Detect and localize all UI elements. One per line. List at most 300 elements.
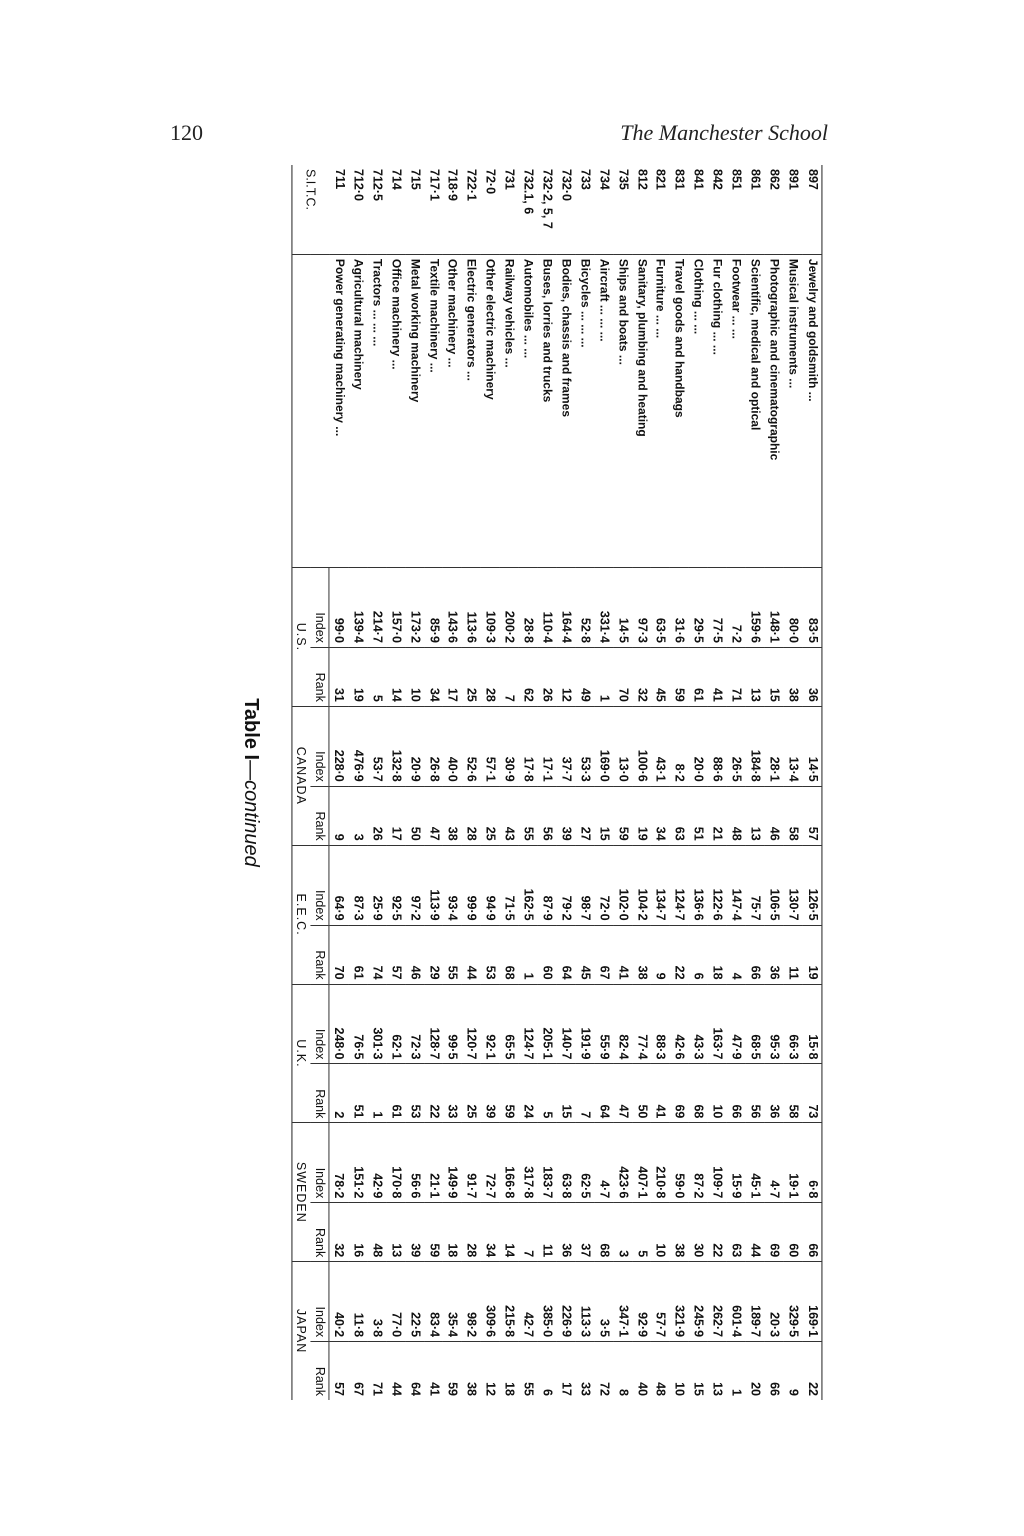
cell-description [689,254,708,567]
cell-index-uk: 42·6 [670,984,689,1064]
cell-rank-uk: 33 [443,1064,462,1123]
cell-rank-eec: 19 [802,925,821,984]
cell-index-japan: 113·3 [575,1262,594,1342]
header-group-uk: U.K. [292,984,311,1123]
cell-index-uk: 55·9 [594,984,613,1064]
cell-index-uk: 82·4 [613,984,632,1064]
description-text: Furniture ... ... [653,258,668,339]
cell-rank-sweden: 68 [594,1203,613,1262]
cell-index-eec: 75·7 [745,845,764,925]
cell-sitc: 732·0 [559,169,574,201]
cell-index-canada: 52·6 [462,706,481,786]
cell-index-japan: 215·8 [500,1262,519,1342]
cell-index-sweden: 149·9 [443,1123,462,1203]
cell-index-us: 173·2 [405,568,424,648]
cell-rank-uk: 1 [367,1064,386,1123]
cell-index-us: 29·5 [689,568,708,648]
cell-index-japan: 262·7 [708,1262,727,1342]
cell-index-us: 109·3 [481,568,500,648]
cell-index-sweden: 407·1 [632,1123,651,1203]
cell-description [670,254,689,567]
cell-rank-eec: 55 [443,925,462,984]
description-text: Power generating machinery ... [332,258,347,437]
cell-rank-canada: 25 [481,786,500,845]
cell-rank-canada: 58 [783,786,802,845]
cell-rank-canada: 27 [575,786,594,845]
cell-rank-eec: 9 [651,925,670,984]
cell-rank-japan: 41 [424,1342,443,1400]
cell-index-uk: 43·3 [689,984,708,1064]
cell-rank-japan: 10 [670,1342,689,1400]
cell-rank-eec: 41 [613,925,632,984]
cell-rank-eec: 38 [632,925,651,984]
cell-index-canada: 17·8 [519,706,538,786]
description-text: Sanitary, plumbing and heating [634,258,649,437]
cell-index-canada: 37·7 [556,706,575,786]
page-number: 120 [170,120,203,145]
cell-index-uk: 140·7 [556,984,575,1064]
cell-rank-eec: 18 [708,925,727,984]
cell-rank-us: 1 [594,647,613,706]
cell-rank-canada: 19 [632,786,651,845]
cell-index-sweden: 6·8 [802,1123,821,1203]
cell-rank-us: 10 [405,647,424,706]
cell-index-canada: 30·9 [500,706,519,786]
cell-index-sweden: 166·8 [500,1123,519,1203]
cell-index-canada: 26·5 [726,706,745,786]
cell-index-eec: 72·0 [594,845,613,925]
cell-rank-uk: 36 [764,1064,783,1123]
cell-index-us: 28·8 [519,568,538,648]
cell-rank-uk: 69 [670,1064,689,1123]
cell-index-eec: 87·3 [348,845,367,925]
table-row [689,165,708,1400]
cell-rank-japan: 12 [481,1342,500,1400]
cell-index-canada: 43·1 [651,706,670,786]
cell-index-sweden: 151·2 [348,1123,367,1203]
cell-index-japan: 347·1 [613,1262,632,1342]
cell-rank-japan: 9 [783,1342,802,1400]
table-row [745,165,764,1400]
cell-index-japan: 92·9 [632,1262,651,1342]
cell-sitc: 72·0 [483,169,498,195]
cell-index-eec: 130·7 [783,845,802,925]
cell-index-japan: 226·9 [556,1262,575,1342]
cell-rank-us: 28 [481,647,500,706]
cell-index-uk: 191·9 [575,984,594,1064]
cell-rank-canada: 38 [443,786,462,845]
cell-sitc: 732·2, 5, 7 [540,169,555,229]
cell-rank-us: 31 [329,647,348,706]
cell-index-canada: 57·1 [481,706,500,786]
cell-index-us: 80·0 [783,568,802,648]
cell-index-canada: 26·8 [424,706,443,786]
cell-rank-us: 71 [726,647,745,706]
rotated-table [232,165,822,1400]
cell-index-uk: 95·3 [764,984,783,1064]
cell-index-sweden: 56·6 [405,1123,424,1203]
table-row [764,165,783,1400]
cell-index-canada: 88·6 [708,706,727,786]
cell-sitc: 714 [389,169,404,190]
cell-index-japan: 40·2 [329,1262,348,1342]
cell-description [632,254,651,567]
cell-description [424,254,443,567]
cell-index-us: 14·5 [613,568,632,648]
table-row [802,165,821,1400]
cell-rank-us: 14 [386,647,405,706]
cell-rank-sweden: 60 [783,1203,802,1262]
cell-rank-eec: 74 [367,925,386,984]
cell-rank-eec: 57 [386,925,405,984]
cell-rank-sweden: 39 [405,1203,424,1262]
header-group-sweden: SWEDEN [292,1123,311,1262]
cell-index-uk: 66·3 [783,984,802,1064]
header-group-japan: JAPAN [292,1262,311,1400]
cell-rank-japan: 18 [500,1342,519,1400]
cell-index-eec: 98·7 [575,845,594,925]
cell-index-sweden: 15·9 [726,1123,745,1203]
table-row [367,165,386,1400]
cell-index-japan: 3·8 [367,1262,386,1342]
cell-sitc: 841 [691,169,706,190]
cell-rank-uk: 5 [537,1064,556,1123]
cell-rank-sweden: 13 [386,1203,405,1262]
cell-rank-uk: 66 [726,1064,745,1123]
cell-index-uk: 99·5 [443,984,462,1064]
cell-rank-canada: 34 [651,786,670,845]
cell-rank-eec: 68 [500,925,519,984]
cell-index-sweden: 170·8 [386,1123,405,1203]
cell-index-eec: 122·6 [708,845,727,925]
cell-sitc: 734 [597,169,612,190]
cell-index-eec: 113·9 [424,845,443,925]
cell-rank-uk: 7 [575,1064,594,1123]
cell-index-us: 200·2 [500,568,519,648]
cell-sitc: 712·0 [351,169,366,201]
cell-index-sweden: 87·2 [689,1123,708,1203]
cell-description [745,254,764,567]
cell-index-canada: 28·1 [764,706,783,786]
cell-index-eec: 94·9 [481,845,500,925]
subheader-rank-japan: Rank [310,1342,329,1400]
cell-index-japan: 57·7 [651,1262,670,1342]
cell-rank-sweden: 36 [556,1203,575,1262]
description-text: Bodies, chassis and frames [559,258,574,417]
cell-index-eec: 134·7 [651,845,670,925]
cell-rank-canada: 51 [689,786,708,845]
cell-index-sweden: 62·5 [575,1123,594,1203]
cell-description [537,254,556,567]
description-text: Photographic and cinematographic [767,258,782,461]
cell-rank-japan: 44 [386,1342,405,1400]
cell-rank-sweden: 59 [424,1203,443,1262]
table-row [670,165,689,1400]
cell-index-eec: 99·9 [462,845,481,925]
table-row [500,165,519,1400]
cell-rank-japan: 67 [348,1342,367,1400]
cell-rank-canada: 55 [519,786,538,845]
cell-index-uk: 47·9 [726,984,745,1064]
description-text: Jewelry and goldsmith ... [805,258,820,402]
cell-sitc: 831 [672,169,687,190]
cell-index-uk: 120·7 [462,984,481,1064]
cell-description [329,254,348,567]
cell-index-japan: 42·7 [519,1262,538,1342]
cell-rank-sweden: 28 [462,1203,481,1262]
cell-rank-canada: 46 [764,786,783,845]
cell-index-canada: 53·7 [367,706,386,786]
cell-rank-sweden: 5 [632,1203,651,1262]
cell-index-sweden: 59·0 [670,1123,689,1203]
cell-description [481,254,500,567]
cell-rank-sweden: 32 [329,1203,348,1262]
cell-index-us: 139·4 [348,568,367,648]
running-title: The Manchester School [620,120,828,145]
description-text: Other electric machinery [483,258,498,400]
cell-sitc: 711 [332,169,347,190]
description-text: Office machinery ... [389,258,404,370]
cell-index-japan: 35·4 [443,1262,462,1342]
description-text: Musical instruments ... [786,258,801,389]
description-text: Travel goods and handbags [672,258,687,418]
description-text: Railway vehicles ... [502,258,517,368]
cell-index-eec: 102·0 [613,845,632,925]
cell-index-uk: 163·7 [708,984,727,1064]
cell-index-canada: 169·0 [594,706,613,786]
cell-sitc: 712·5 [370,169,385,201]
data-table [291,165,822,1400]
cell-index-us: 52·8 [575,568,594,648]
table-caption-suffix: —continued [240,760,262,867]
cell-rank-us: 36 [802,647,821,706]
cell-index-japan: 83·4 [424,1262,443,1342]
cell-rank-canada: 48 [726,786,745,845]
cell-rank-japan: 48 [651,1342,670,1400]
cell-rank-japan: 64 [405,1342,424,1400]
header-group-canada: CANADA [292,706,311,845]
header-group-eec: E.E.C. [292,845,311,984]
cell-sitc: 812 [634,169,649,190]
cell-rank-eec: 11 [783,925,802,984]
table-row [443,165,462,1400]
cell-rank-canada: 3 [348,786,367,845]
cell-sitc: 731 [502,169,517,190]
cell-index-eec: 71·5 [500,845,519,925]
table-row [556,165,575,1400]
cell-rank-canada: 28 [462,786,481,845]
cell-rank-canada: 63 [670,786,689,845]
cell-index-us: 148·1 [764,568,783,648]
cell-index-sweden: 317·8 [519,1123,538,1203]
cell-sitc: 897 [802,165,821,254]
cell-index-canada: 132·8 [386,706,405,786]
cell-index-uk: 15·8 [802,984,821,1064]
table-row [575,165,594,1400]
cell-rank-uk: 58 [783,1064,802,1123]
cell-index-uk: 77·4 [632,984,651,1064]
cell-sitc: 891 [786,169,801,190]
cell-index-sweden: 72·7 [481,1123,500,1203]
cell-index-canada: 53·3 [575,706,594,786]
cell-rank-sweden: 69 [764,1203,783,1262]
cell-rank-canada: 9 [329,786,348,845]
description-text: Automobiles ... ... [521,258,536,359]
table-row [651,165,670,1400]
cell-index-uk: 128·7 [424,984,443,1064]
cell-index-japan: 20·3 [764,1262,783,1342]
description-text: Tractors ... ... ... [370,258,385,347]
cell-rank-eec: 66 [745,925,764,984]
cell-rank-uk: 56 [745,1064,764,1123]
cell-rank-eec: 45 [575,925,594,984]
cell-index-uk: 124·7 [519,984,538,1064]
cell-index-us: 331·4 [594,568,613,648]
cell-rank-sweden: 7 [519,1203,538,1262]
cell-index-us: 99·0 [329,568,348,648]
cell-rank-sweden: 37 [575,1203,594,1262]
cell-rank-japan: 40 [632,1342,651,1400]
cell-rank-us: 26 [537,647,556,706]
cell-rank-canada: 57 [802,786,821,845]
cell-index-japan: 309·6 [481,1262,500,1342]
cell-index-eec: 79·2 [556,845,575,925]
cell-rank-us: 25 [462,647,481,706]
cell-index-canada: 14·5 [802,706,821,786]
cell-index-uk: 76·5 [348,984,367,1064]
cell-index-eec: 97·2 [405,845,424,925]
cell-index-us: 97·3 [632,568,651,648]
cell-description [348,254,367,567]
cell-rank-uk: 25 [462,1064,481,1123]
cell-index-us: 113·6 [462,568,481,648]
cell-rank-eec: 4 [726,925,745,984]
cell-rank-us: 15 [764,647,783,706]
cell-description [443,254,462,567]
table-row [726,165,745,1400]
cell-index-canada: 476·9 [348,706,367,786]
cell-rank-sweden: 48 [367,1203,386,1262]
cell-index-japan: 98·2 [462,1262,481,1342]
table-row [462,165,481,1400]
subheader-rank-uk: Rank [310,1064,329,1123]
header-group-us: U.S. [292,568,311,707]
cell-index-canada: 13·0 [613,706,632,786]
cell-index-sweden: 19·1 [783,1123,802,1203]
cell-sitc: 715 [407,169,422,190]
cell-rank-us: 62 [519,647,538,706]
cell-index-uk: 62·1 [386,984,405,1064]
description-text: Electric generators ... [464,258,479,381]
cell-rank-canada: 43 [500,786,519,845]
cell-index-sweden: 91·7 [462,1123,481,1203]
cell-index-japan: 245·9 [689,1262,708,1342]
cell-rank-canada: 26 [367,786,386,845]
cell-index-japan: 22·5 [405,1262,424,1342]
table-row [348,165,367,1400]
cell-index-canada: 13·4 [783,706,802,786]
cell-index-uk: 205·1 [537,984,556,1064]
cell-rank-eec: 46 [405,925,424,984]
cell-rank-us: 41 [708,647,727,706]
cell-rank-uk: 10 [708,1064,727,1123]
cell-rank-sweden: 11 [537,1203,556,1262]
cell-index-sweden: 4·7 [594,1123,613,1203]
cell-rank-japan: 1 [726,1342,745,1400]
cell-index-eec: 25·9 [367,845,386,925]
cell-index-eec: 92·5 [386,845,405,925]
description-text: Textile machinery ... [426,258,441,373]
cell-rank-sweden: 22 [708,1203,727,1262]
cell-index-eec: 147·4 [726,845,745,925]
cell-rank-japan: 57 [329,1342,348,1400]
cell-rank-japan: 38 [462,1342,481,1400]
cell-index-canada: 8·2 [670,706,689,786]
cell-sitc: 735 [615,169,630,190]
cell-index-eec: 124·7 [670,845,689,925]
table-row [405,165,424,1400]
cell-rank-uk: 68 [689,1064,708,1123]
cell-rank-eec: 61 [348,925,367,984]
cell-index-us: 164·4 [556,568,575,648]
cell-rank-sweden: 63 [726,1203,745,1262]
cell-rank-us: 17 [443,647,462,706]
cell-rank-japan: 17 [556,1342,575,1400]
cell-index-sweden: 210·8 [651,1123,670,1203]
cell-description [386,254,405,567]
table-row [783,165,802,1400]
cell-index-eec: 162·5 [519,845,538,925]
cell-rank-japan: 72 [594,1342,613,1400]
subheader-index-japan: Index [310,1262,329,1342]
cell-description [802,254,821,567]
cell-index-canada: 20·0 [689,706,708,786]
cell-rank-uk: 53 [405,1064,424,1123]
cell-rank-eec: 70 [329,925,348,984]
cell-rank-sweden: 3 [613,1203,632,1262]
cell-index-eec: 64·9 [329,845,348,925]
cell-rank-us: 59 [670,647,689,706]
table-body [329,165,822,1400]
subheader-index-canada: Index [310,706,329,786]
cell-rank-uk: 15 [556,1064,575,1123]
cell-rank-japan: 6 [537,1342,556,1400]
cell-index-us: 77·5 [708,568,727,648]
cell-rank-sweden: 18 [443,1203,462,1262]
cell-rank-us: 13 [745,647,764,706]
cell-rank-us: 34 [424,647,443,706]
header-description [292,254,329,567]
table-row [613,165,632,1400]
subheader-rank-eec: Rank [310,925,329,984]
cell-rank-sweden: 38 [670,1203,689,1262]
subheader-index-us: Index [310,568,329,648]
table-group-header-row [292,165,311,1400]
cell-description [594,254,613,567]
cell-index-us: 157·0 [386,568,405,648]
cell-rank-uk: 50 [632,1064,651,1123]
cell-index-uk: 248·0 [329,984,348,1064]
description-text: Bicycles ... ... ... [578,258,593,348]
cell-rank-eec: 29 [424,925,443,984]
cell-index-japan: 385·0 [537,1262,556,1342]
description-text: Clothing ... ... [691,258,706,335]
table-row [632,165,651,1400]
cell-rank-eec: 36 [764,925,783,984]
cell-description [764,254,783,567]
cell-rank-us: 61 [689,647,708,706]
cell-index-us: 63·5 [651,568,670,648]
